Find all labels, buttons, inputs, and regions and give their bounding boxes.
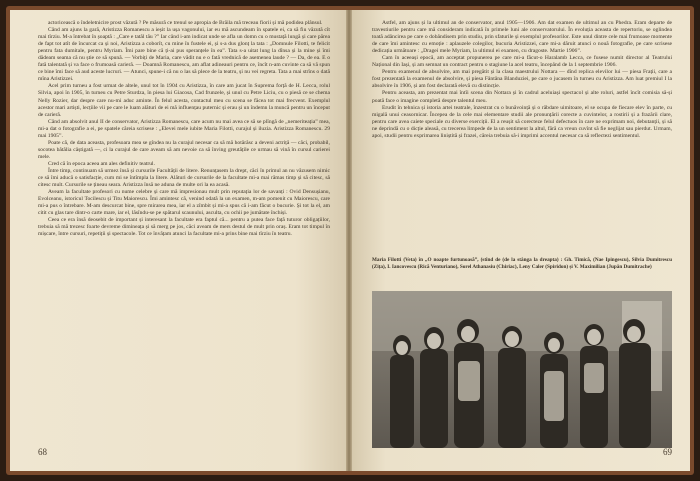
paragraph: Acel prim turneu a fost urmat de altele, unul tot în 1904 cu Aristizza, în care am jucat în Suprema forță de H. Lecca, rolul Silvia, apoi în 1905, în turneu cu Petre Sturdza, în piesa lui Giacosa, Cad frunzele, și unul cu Petre Liciu, cu o piesă ce se chema Nelly Rozier, dar despre care nu-mi aduc aminte. În felul acesta, contactul meu cu scena se făcea tot mai frecvent. Exemplul acestor mari artiști, lecțiile vii pe care le luam alături de ei mă influențau puternic și erau și un îndemn la muncă pentru un început de carieră. <box>38 83 330 118</box>
paragraph: Când am ajuns la gară, Aristizza Romanescu a ieșit la ușa vagonului, iar eu mă ascundeam în spatele ei, ca să fiu văzută cît mai tîrziu. M-a întrebat în șoaptă : „Care e tatăl tău ?” Iar când i-am indicat unde se afla un domn cu o mustață lungă și care părea de fapt tot atît de încurcat ca și noi, Aristizza a coborît, cu mine în fustele ei, și s-a dus glonț la tata : „Domnule Filotti, te felicit pentru fata dumitale, pentru Myriam. Îmi pare bine că ți-ai pus speranțele în ea”. Tata s-a uitat lung la dînsa și la mine și îmi dădeam seama că nu știe ce să spună. — Vorbiți de Maria, care vădit nu e o fată vrednică de asemenea laude ? — Da, de ea. E o fată talentată și va face o frumoasă carieră. — Doamnă Romanescu, am aflat adineauri pentru ce, încît n-am cuvinte ca să vă spun ce bine îmi face să aud aceste lucruri. — Atunci, spune-i că nu o las să plece de la teatru, și nu vei regreta. Tata a mai strîns o dată mîna Aristizzei. <box>38 27 330 83</box>
photo-caption: Maria Filotti (Veta) în „O noapte furtunoasă”, (stînd de (de la stânga la dreapta) : Gh. Timică, (Nae Ipingescu), Silvia Dumitrescu (Zița), I. Iancovescu (Rică Venturiano), Sorel Athanasiu (Chiriac), Leny Caler (Spiridon) și V. Maximilian (Jupân Dumitrache) <box>372 257 672 270</box>
right-page <box>352 10 690 471</box>
page-number: 68 <box>38 447 47 457</box>
open-book <box>6 6 694 475</box>
paragraph: Astfel, am ajuns și la ultimul an de conservator, anul 1905—1906. Am dat examen de ultimul an cu Phedra. Eram departe de travestiurile pentru care mă consideram indicată în primele luni ale conservatorului. În evoluția aceasta de repertoriu, se oglindea toată adâncirea pe care o dobândisem prin studiu, prin sfaturile și exemplul profesorilor. Este unul dintre cele mai frumoase momente de care îmi amintesc cu emoție : aplauzele colegilor, bucuria Aristizzei, care mi-a dăruit atunci o nouă fotografie, pe care scrisese dedicația următoare : „Dragei mele Myriam, la ultimul ei examen, cu dragoste. Martie 1906”. <box>372 20 672 55</box>
left-page-text <box>38 20 330 238</box>
paragraph: Poate că, de data aceasta, profesoara mea se gîndea nu la curajul necesar ca să mă hotărăsc a deveni actriță — căci, probabil, socotea bătălia câștigată —, ci la curajul de care aveam să am nevoie ca să înving greutățile ce urmau să vină în cursul carierei mele. <box>38 139 330 160</box>
paragraph: Între timp, continuam să urmez însă și cursurile Facultății de litere. Renunțasem la drept, căci în primul an nu văzusem nimic ce să îmi aducă o satisfacție, cum mi se întîmpla la litere. Alături de cursurile de la facultate mi-a mai rămas timp și să citesc, să citesc mult. Cursurile se țineau seara. Aristizza însă ne aduna de multe ori la ea acasă. <box>38 167 330 189</box>
paragraph: actoricească o îndeletnicire prost văzută ? Pe măsură ce trenul se apropia de Brăila mă treceau fiorii și mă podidea plânsul. <box>48 20 323 26</box>
paragraph: Cam în aceeași epocă, am acceptat propunerea pe care mi-a făcut-o Haralamb Lecca, ce fusese numit director al Teatrului Național din Iași, și am semnat un contract pentru o stagiune la acel teatru, începând de la 1 septembrie 1906. <box>372 55 672 69</box>
paragraph: Când am absolvit anul II de conservator, Aristizza Romanescu, care acum nu mai avea ce să se plîngă de „nemeriteația” mea, mi-a dat o fotografie a ei, pe spatele căreia scrisese : „Elevei mele iubite Maria Filotti, curajul și iluzia. Aristizza Romanescu. 29 mai 1905”. <box>38 118 330 139</box>
paragraph: Ceea ce era însă deosebit de important și interesant la facultate era faptul că... pentru a putea face față tuturor obligațiilor, trebuia să mă trezesc foarte devreme dimineața și să merg pe jos, căci aveam de mers destul de mult prin oraș. Eram tot timpul în mișcare, între cursuri, repetiții și spectacole. Tot ce învățam atunci la facultate mi-a prins bine mai tîrziu în teatru. <box>38 217 330 238</box>
paragraph: Cred că în epoca aceea am ales definitiv teatrul. <box>48 160 156 167</box>
paragraph: Aveam la facultate profesori cu nume celebre și care mă impresionau mult prin reputația lor de savanți : Ovid Densușianu, Evolceanu, istoricul Tocilescu și Titu Maiorescu. Îmi amintesc că, venind odată la un examen, m-am pomenit cu Maiorescu, care mi-a pus o întrebare. M-am descurcat bine, spre mirarea mea, iar el a zîmbit și mi-a spus că i-am făcut o bucurie. Și tot la el, am citit cu glas tare dintr-o carte mare, iar el, lăsîndu-se pe spătarul scaunului, asculta, cu ochii pe jumătate închiși. <box>38 189 330 217</box>
left-page <box>10 10 346 471</box>
right-page-text <box>372 20 672 252</box>
photo-image <box>372 291 672 448</box>
paragraph: Pentru examenul de absolvire, am mai pregătit și la clasa maestrului Nottara — dînd replica elevilor lui — piesa Frații, care a fost prezentată la examenul de absolvire, și piesa Fântâna Blanduziei, pe care o jucasem în turneu cu Aristizza. Am luat premiul I la absolvire în 1906, și am fost declarată elevă cu distincție. <box>372 69 672 90</box>
paragraph: Erudit în tehnica și istoria artei teatrale, înzestrat cu o bunăvoință și o răbdare uimitoare, el se ocupa de fiecare elev în parte, cu migală unui ceasornicar. Începea de la cele mai elementare studii ale pronunțării corecte a cuvintelor, a rostirii și a frazării clare, pentru care avea caiete speciale cu diverse exerciții. El a reușit să corecteze felul defectuos în care ne exprimam noi, debutanții, și să ne deprindă cu o dicție aleasă, cu trecerea limpede de la un sentiment la altul, fără ca vreun cuvînt să fie neglijat sau pierdut. Urmam, apoi, studii pentru exprimarea liniștită și frazei, căreia trebuia să-i imprimi accentul necesar ca să reflectezi sentimentul. <box>372 104 672 139</box>
page-number: 69 <box>663 447 672 457</box>
paragraph: Pentru aceasta, am prezentat mai întîi scena din Nottara și în cadrul aceluiași spectacol și alte roluri, astfel încît comisia să-și poată face o imagine completă despre talentul meu. <box>372 90 672 104</box>
stage-photograph <box>372 291 672 448</box>
